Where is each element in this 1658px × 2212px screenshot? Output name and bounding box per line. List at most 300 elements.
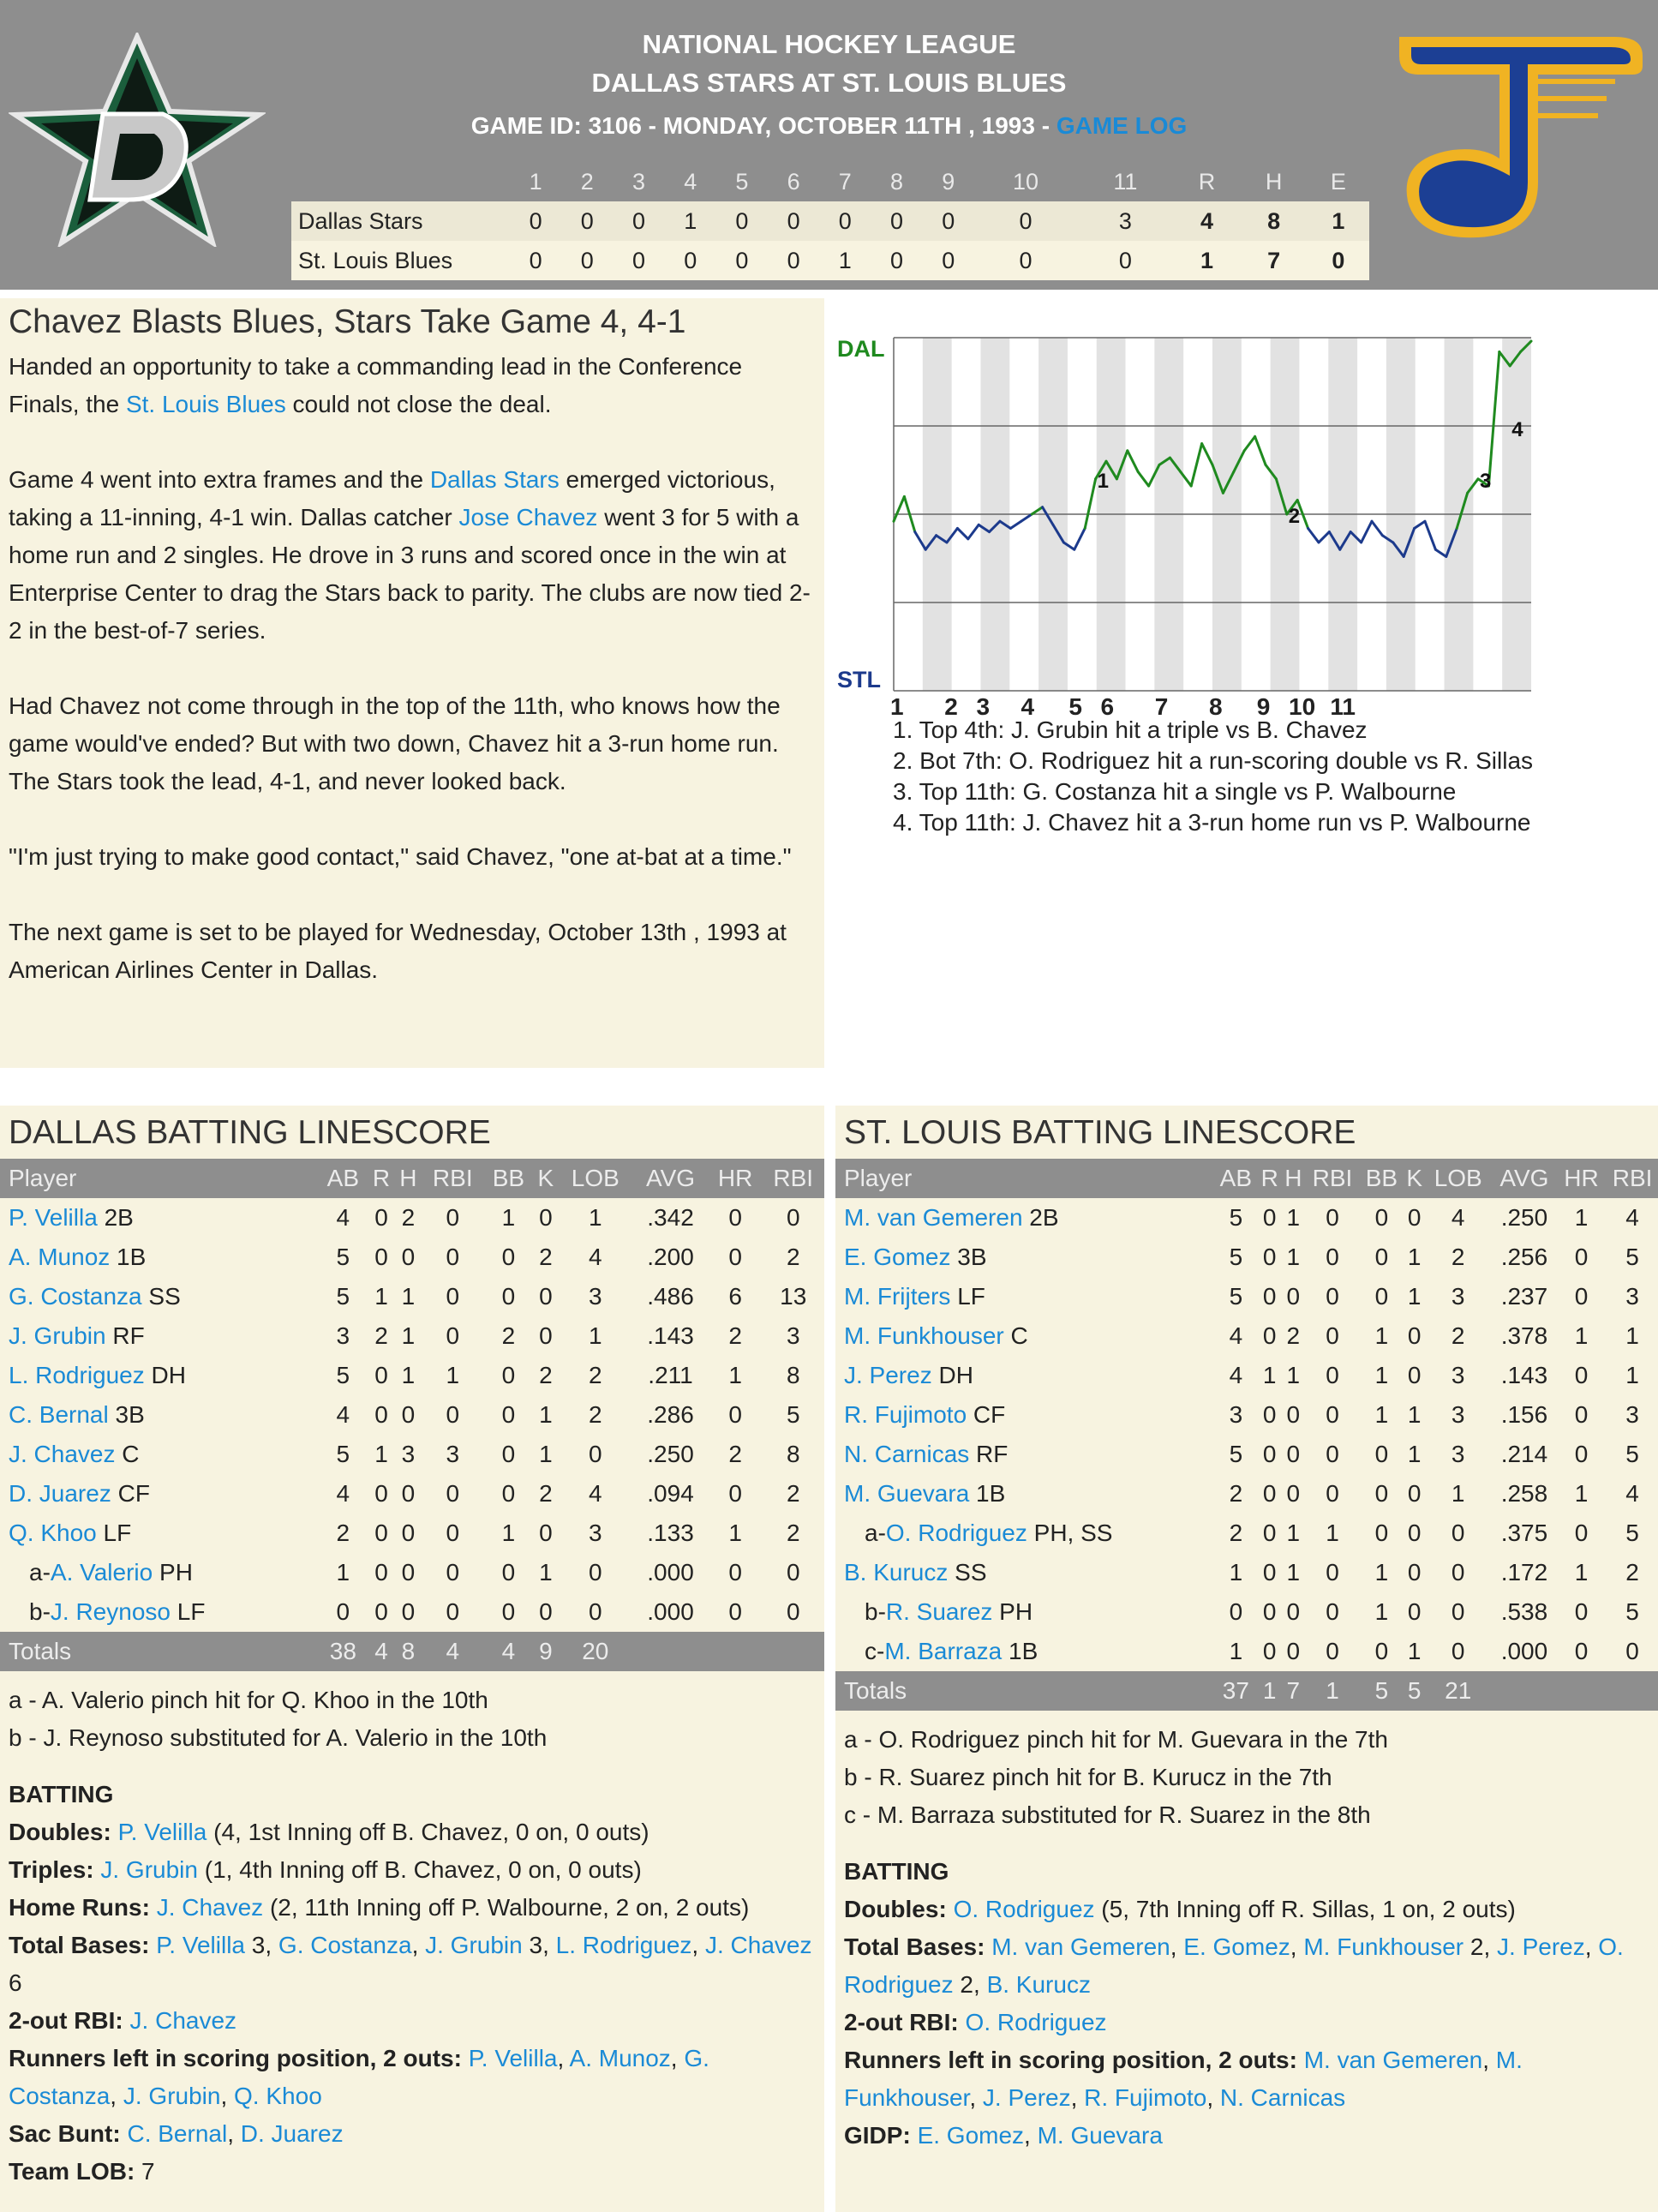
player-link[interactable]: B. Kurucz — [844, 1559, 949, 1586]
stat-cell: 0 — [728, 1204, 742, 1231]
player-link[interactable]: J. Chavez — [704, 1932, 812, 1958]
x-tick-label: 8 — [1209, 693, 1223, 720]
table-row — [0, 1277, 824, 1316]
totals-cell: 38 — [318, 1632, 368, 1671]
stat-cell: 0 — [539, 1283, 553, 1310]
stat-cell: 0 — [728, 1244, 742, 1270]
player-link[interactable]: P. Velilla — [468, 2045, 558, 2071]
stat-cell: 0 — [539, 1204, 553, 1231]
player-link[interactable]: P. Velilla — [156, 1932, 245, 1958]
stat-cell: 0 — [1262, 1244, 1277, 1270]
stat-cell: 1 — [1326, 1520, 1339, 1546]
stat-cell: 3 — [336, 1322, 350, 1349]
linescore-cell: 0 — [529, 247, 542, 273]
x-tick-label: 6 — [1100, 693, 1115, 720]
stat-cell: 0 — [446, 1244, 460, 1270]
player-link[interactable]: P. Velilla — [9, 1204, 98, 1231]
player-cell — [0, 1395, 318, 1435]
stat-cell: .156 — [1500, 1401, 1548, 1428]
stat-cell: 0 — [501, 1559, 516, 1586]
stat-cell: 0 — [589, 1559, 602, 1586]
player-link[interactable]: M. Frijters — [844, 1283, 951, 1310]
win-probability-segment — [1010, 521, 1021, 528]
linescore-column-header: 8 — [871, 162, 922, 201]
player-link[interactable]: M. van Gemeren — [991, 1933, 1170, 1960]
linescore-column-header: 1 — [510, 162, 561, 201]
player-link[interactable]: R. Suarez — [885, 1598, 993, 1625]
player-link[interactable]: J. Perez — [982, 2084, 1071, 2111]
substitution-note: b - J. Reynoso substituted for A. Valerio in the 10th — [9, 1724, 548, 1751]
stat-cell: 0 — [501, 1598, 516, 1625]
totals-cell: 4 — [483, 1632, 533, 1671]
stat-cell: 1 — [589, 1204, 602, 1231]
chart-event: 4. Top 11th: J. Chavez hit a 3-run home run vs P. Walbourne — [893, 809, 1531, 836]
stat-cell: 4 — [1451, 1204, 1465, 1231]
player-link[interactable]: G. Costanza — [278, 1932, 412, 1958]
linescore-cell: 4 — [1200, 207, 1214, 234]
stat-cell: 0 — [1286, 1283, 1301, 1310]
player-position: 1B — [969, 1480, 1006, 1507]
linescore-column-header: 11 — [1077, 162, 1173, 201]
player-link[interactable]: L. Rodriguez — [555, 1932, 692, 1958]
sub-prefix: b- — [865, 1598, 886, 1625]
stat-cell: .250 — [1500, 1204, 1548, 1231]
table-row — [0, 1316, 824, 1356]
stat-cell: 0 — [1374, 1283, 1389, 1310]
stat-label: Total Bases: — [844, 1933, 985, 1960]
stat-cell: 0 — [401, 1480, 416, 1507]
stat-cell: .375 — [1500, 1520, 1548, 1546]
stat-cell: .214 — [1500, 1441, 1548, 1467]
substitution-notes — [835, 1711, 1658, 1834]
table-row — [0, 1592, 824, 1632]
stat-detail: , — [1170, 1933, 1184, 1960]
column-header: AB — [318, 1159, 368, 1198]
stat-cell: 2 — [589, 1362, 602, 1388]
stat-cell: 0 — [374, 1362, 388, 1388]
win-probability-segment — [1362, 521, 1372, 543]
table-row — [0, 1435, 824, 1474]
linescore-cell: 0 — [787, 247, 800, 273]
stat-cell: 0 — [1326, 1244, 1339, 1270]
stat-cell: 0 — [1451, 1598, 1465, 1625]
section-title: DALLAS BATTING LINESCORE — [9, 1114, 491, 1151]
player-link[interactable]: J. Grubin — [425, 1932, 523, 1958]
player-link[interactable]: R. Fujimoto — [844, 1401, 967, 1428]
stat-cell: 5 — [336, 1244, 350, 1270]
team-link-dallas-stars[interactable]: Dallas Stars — [429, 466, 560, 493]
linescore-cell: 0 — [838, 207, 852, 234]
x-tick-label: 1 — [890, 693, 904, 720]
stat-cell: 0 — [1286, 1480, 1301, 1507]
player-link[interactable]: J. Reynoso — [50, 1598, 171, 1625]
sub-prefix: a- — [29, 1559, 51, 1586]
player-link[interactable]: Q. Khoo — [234, 2083, 322, 2109]
table-row — [835, 1277, 1658, 1316]
stat-cell: 5 — [1625, 1441, 1639, 1467]
stat-cell: 3 — [446, 1441, 460, 1467]
column-header: H — [1282, 1159, 1306, 1198]
stat-cell: 0 — [446, 1322, 460, 1349]
stat-cell: 0 — [401, 1559, 416, 1586]
stat-cell: 1 — [728, 1362, 742, 1388]
player-link[interactable]: M. van Gemeren — [844, 1204, 1023, 1231]
stat-cell: 0 — [589, 1598, 602, 1625]
stat-cell: 2 — [539, 1244, 553, 1270]
stat-label: Team LOB: — [9, 2158, 135, 2185]
stat-cell: 0 — [446, 1480, 460, 1507]
stat-cell: .250 — [647, 1441, 694, 1467]
stat-cell: 0 — [501, 1362, 516, 1388]
player-link[interactable]: A. Munoz — [9, 1244, 111, 1270]
stat-cell: 1 — [446, 1362, 460, 1388]
recap-quote: "I'm just trying to make good contact," said Chavez, "one at-bat at a time." — [9, 843, 792, 870]
column-header: LOB — [1425, 1159, 1491, 1198]
x-tick-label: 11 — [1330, 693, 1356, 720]
stat-cell: 0 — [728, 1401, 742, 1428]
stat-cell: 2 — [1229, 1520, 1243, 1546]
linescore-cell: 0 — [580, 207, 594, 234]
game-recap — [0, 298, 824, 1068]
stat-label: 2-out RBI: — [9, 2007, 123, 2034]
player-link[interactable]: M. Funkhouser — [844, 1322, 1004, 1349]
stat-cell: 0 — [1326, 1480, 1339, 1507]
stat-cell: 1 — [539, 1441, 553, 1467]
player-link[interactable]: J. Grubin — [123, 2083, 221, 2109]
risp-line: Runners left in scoring position, 2 outs: M. van Gemeren, M. Funkhouser, J. Perez, R. Fujimoto, N. Carnicas — [844, 2047, 1523, 2111]
stat-cell: 3 — [786, 1322, 800, 1349]
stat-cell: 0 — [1326, 1283, 1339, 1310]
team-link-st-louis-blues[interactable]: St. Louis Blues — [125, 391, 286, 417]
event-marker: 3 — [1480, 469, 1492, 493]
stat-cell: 1 — [539, 1401, 553, 1428]
doubles-line — [9, 1813, 816, 1851]
stat-cell: 4 — [1229, 1322, 1243, 1349]
stat-cell: 3 — [589, 1520, 602, 1546]
player-link[interactable]: C. Bernal — [127, 2120, 228, 2147]
stat-cell: 0 — [1262, 1283, 1277, 1310]
stat-cell: 0 — [336, 1598, 350, 1625]
stat-label: Runners left in scoring position, 2 outs: — [9, 2045, 462, 2071]
batting-details — [0, 1757, 824, 2191]
player-position: C — [1003, 1322, 1028, 1349]
player-link[interactable]: P. Velilla — [117, 1819, 207, 1845]
player-link[interactable]: R. Fujimoto — [1084, 2084, 1207, 2111]
player-link[interactable]: M. Guevara — [844, 1480, 970, 1507]
totals-cell: 37 — [1214, 1671, 1258, 1711]
event-marker: 4 — [1511, 417, 1523, 441]
player-link[interactable]: L. Rodriguez — [9, 1362, 145, 1388]
win-probability-segment — [1488, 351, 1499, 486]
stat-cell: 0 — [401, 1401, 416, 1428]
stat-cell: 2 — [589, 1401, 602, 1428]
player-position: 1B — [110, 1244, 147, 1270]
table-row — [835, 1474, 1658, 1514]
batting-header: BATTING — [9, 1781, 114, 1807]
stat-cell: 0 — [446, 1283, 460, 1310]
player-link[interactable]: C. Bernal — [9, 1401, 109, 1428]
stat-cell: 2 — [539, 1480, 553, 1507]
totals-cell: 9 — [533, 1632, 558, 1671]
linescore-cell: 0 — [529, 207, 542, 234]
win-probability-segment — [1308, 528, 1319, 542]
recap-text: Game 4 went into extra frames and the — [9, 466, 430, 493]
totals-cell: 21 — [1425, 1671, 1491, 1711]
linescore-cell: 0 — [684, 247, 697, 273]
linescore-cell: 1 — [1200, 247, 1214, 273]
linescore-column-header: 7 — [819, 162, 871, 201]
player-cell — [835, 1198, 1214, 1238]
player-position: DH — [144, 1362, 186, 1388]
player-link[interactable]: E. Gomez — [844, 1244, 951, 1270]
game-log-link[interactable]: GAME LOG — [1056, 112, 1188, 139]
stat-cell: 0 — [446, 1204, 460, 1231]
player-link[interactable]: J. Chavez — [129, 2007, 237, 2034]
stat-cell: 5 — [786, 1401, 800, 1428]
stat-cell: 3 — [1451, 1401, 1465, 1428]
player-link[interactable]: M. Barraza — [884, 1638, 1003, 1664]
totals-row — [0, 1632, 824, 1671]
stat-cell: 2 — [1451, 1244, 1465, 1270]
stat-cell: 2 — [786, 1520, 800, 1546]
player-cell — [835, 1632, 1214, 1671]
stat-cell: 6 — [728, 1283, 742, 1310]
stat-cell: 0 — [1374, 1441, 1389, 1467]
stat-cell: 1 — [374, 1283, 388, 1310]
linescore-cell: 0 — [890, 247, 904, 273]
stat-detail: , — [691, 1932, 705, 1958]
stat-cell: 2 — [728, 1441, 742, 1467]
stat-cell: .211 — [648, 1362, 693, 1388]
player-link[interactable]: D. Juarez — [240, 2120, 344, 2147]
player-link[interactable]: J. Perez — [1497, 1933, 1585, 1960]
stat-cell: 2 — [728, 1322, 742, 1349]
player-cell — [835, 1514, 1214, 1553]
stat-cell: 1 — [1625, 1322, 1639, 1349]
player-link[interactable]: O. Rodriguez — [885, 1520, 1027, 1546]
player-link[interactable]: O. Rodriguez — [844, 1933, 1624, 1998]
player-cell — [835, 1238, 1214, 1277]
game-linescore — [291, 162, 1369, 280]
table-row — [0, 1514, 824, 1553]
linescore-column-header: E — [1308, 162, 1369, 201]
linescore-column-header: 3 — [613, 162, 664, 201]
stat-cell: 0 — [786, 1204, 800, 1231]
player-cell — [0, 1474, 318, 1514]
stat-cell: 1 — [401, 1322, 416, 1349]
column-header: Player — [835, 1159, 1214, 1198]
win-probability-segment — [1415, 521, 1425, 528]
stat-detail: (5, 7th Inning off R. Sillas, 1 on, 2 outs) — [1094, 1896, 1516, 1922]
totals-cell: 1 — [1258, 1671, 1282, 1711]
stat-cell: 0 — [1326, 1598, 1339, 1625]
player-link[interactable]: J. Grubin — [100, 1856, 198, 1883]
player-link[interactable]: M. Funkhouser — [1303, 1933, 1464, 1960]
x-tick-label: 2 — [944, 693, 958, 720]
table-row — [0, 1553, 824, 1592]
win-probability-segment — [1244, 436, 1254, 450]
stat-detail: 3, — [245, 1932, 278, 1958]
stat-detail: 6 — [9, 1969, 22, 1996]
player-position: DH — [931, 1362, 973, 1388]
chart-event: 2. Bot 7th: O. Rodriguez hit a run-scoring double vs R. Sillas — [893, 747, 1534, 774]
player-link[interactable]: G. Costanza — [9, 2045, 709, 2109]
team-lob-line — [9, 2153, 816, 2191]
recap-text: went 3 for 5 with a home run and 2 singles. He drove in 3 runs and scored once in the win at Enterprise Center to drag the Stars back to parity. The clubs are now tied 2-2 in the best-of-7 series. — [9, 504, 811, 644]
stat-cell: 4 — [336, 1480, 350, 1507]
column-header: RBI — [1605, 1159, 1658, 1198]
player-link[interactable]: M. Funkhouser — [844, 2047, 1523, 2111]
stat-detail: (1, 4th Inning off B. Chavez, 0 on, 0 outs) — [197, 1856, 642, 1883]
player-link[interactable]: G. Costanza — [9, 1283, 142, 1310]
totals-cell: 7 — [1282, 1671, 1306, 1711]
stat-cell: 8 — [786, 1362, 800, 1388]
sub-prefix: b- — [29, 1598, 51, 1625]
linescore-cell: 0 — [631, 207, 646, 234]
player-position: SS — [948, 1559, 987, 1586]
home-runs-line — [9, 1889, 816, 1927]
dallas-batting-section — [0, 1106, 824, 2212]
stat-cell: 3 — [1625, 1283, 1639, 1310]
stat-cell: 0 — [1262, 1638, 1277, 1664]
linescore-cell: 0 — [1118, 247, 1132, 273]
stat-cell: 0 — [1262, 1520, 1277, 1546]
table-row — [0, 1474, 824, 1514]
player-link[interactable]: O. Rodriguez — [965, 2009, 1107, 2035]
st-louis-blues-note-logo — [1392, 30, 1649, 249]
stat-cell: 2 — [539, 1362, 553, 1388]
stat-cell: 0 — [401, 1520, 416, 1546]
stat-cell: 0 — [539, 1520, 553, 1546]
player-cell — [0, 1356, 318, 1395]
player-link[interactable]: N. Carnicas — [844, 1441, 970, 1467]
player-link[interactable]: E. Gomez — [1183, 1933, 1290, 1960]
player-link[interactable]: J. Chavez — [9, 1441, 116, 1467]
player-link[interactable]: J. Grubin — [9, 1322, 106, 1349]
stat-detail: (4, 1st Inning off B. Chavez, 0 on, 0 outs) — [207, 1819, 649, 1845]
stat-cell: 5 — [1229, 1204, 1243, 1231]
stat-cell: 0 — [374, 1480, 388, 1507]
player-cell — [835, 1592, 1214, 1632]
stat-cell: 0 — [1286, 1638, 1301, 1664]
stat-cell: 1 — [1574, 1559, 1589, 1586]
totals-cell: 20 — [558, 1632, 632, 1671]
player-cell — [0, 1435, 318, 1474]
player-position: 1B — [1002, 1638, 1038, 1664]
stat-cell: 1 — [1574, 1480, 1589, 1507]
player-cell — [0, 1238, 318, 1277]
player-link[interactable]: O. Rodriguez — [953, 1896, 1095, 1922]
recap-title: Chavez Blasts Blues, Stars Take Game 4, 4-1 — [9, 303, 686, 340]
stat-cell: .258 — [1500, 1480, 1548, 1507]
stat-cell: 2 — [374, 1322, 388, 1349]
player-link[interactable]: J. Chavez — [156, 1894, 264, 1921]
stat-cell: 1 — [1374, 1401, 1389, 1428]
stat-cell: 0 — [589, 1441, 602, 1467]
player-position: PH, SS — [1027, 1520, 1113, 1546]
section-title: ST. LOUIS BATTING LINESCORE — [844, 1114, 1356, 1151]
batting-header: BATTING — [844, 1858, 949, 1885]
player-link[interactable]: E. Gomez — [917, 2122, 1025, 2149]
player-link[interactable]: Q. Khoo — [9, 1520, 97, 1546]
table-row — [835, 1435, 1658, 1474]
player-link[interactable]: B. Kurucz — [986, 1971, 1091, 1998]
stat-label: Doubles: — [844, 1896, 947, 1922]
stat-cell: 1 — [374, 1441, 388, 1467]
table-row — [835, 1198, 1658, 1238]
linescore-cell: 0 — [787, 207, 800, 234]
linescore-row — [291, 241, 1369, 280]
stat-cell: 5 — [1229, 1244, 1243, 1270]
stat-cell: 0 — [786, 1559, 800, 1586]
player-link[interactable]: J. Perez — [844, 1362, 932, 1388]
stat-detail: 7 — [135, 2158, 155, 2185]
stat-cell: 4 — [589, 1244, 602, 1270]
stat-cell: .486 — [647, 1283, 694, 1310]
substitution-notes — [0, 1671, 824, 1757]
stat-cell: 3 — [1451, 1441, 1465, 1467]
player-link[interactable]: M. van Gemeren — [1303, 2047, 1483, 2073]
stat-cell: 0 — [1574, 1441, 1589, 1467]
linescore-cell: 0 — [890, 207, 904, 234]
stat-detail: , — [1290, 1933, 1304, 1960]
totals-cell: 4 — [422, 1632, 483, 1671]
totals-cell: 4 — [368, 1632, 394, 1671]
player-cell — [0, 1316, 318, 1356]
player-link[interactable]: D. Juarez — [9, 1480, 111, 1507]
stat-cell: .286 — [647, 1401, 694, 1428]
stat-cell: 0 — [1574, 1244, 1589, 1270]
table-row — [0, 1238, 824, 1277]
player-link[interactable]: N. Carnicas — [1219, 2084, 1346, 2111]
linescore-column-header: 6 — [768, 162, 819, 201]
player-position: 3B — [108, 1401, 145, 1428]
recap-text: Handed an opportunity to take a commanding lead in the Conference Finals, the — [9, 353, 743, 417]
chart-bottom-label: STL — [837, 667, 881, 692]
column-header: R — [1258, 1159, 1282, 1198]
stat-cell: 1 — [1407, 1441, 1422, 1467]
player-position: SS — [141, 1283, 181, 1310]
player-cell — [835, 1277, 1214, 1316]
column-header: HR — [1558, 1159, 1605, 1198]
stat-cell: 1 — [1625, 1362, 1639, 1388]
player-link[interactable]: M. Guevara — [1037, 2122, 1163, 2149]
player-link[interactable]: A. Valerio — [50, 1559, 153, 1586]
stat-cell: 2 — [786, 1480, 800, 1507]
player-link-jose-chavez[interactable]: Jose Chavez — [458, 504, 598, 531]
stat-cell: 0 — [1326, 1441, 1339, 1467]
linescore-column-header: 10 — [974, 162, 1077, 201]
column-header: BB — [1360, 1159, 1404, 1198]
totals-cell — [709, 1632, 763, 1671]
stat-cell: 2 — [401, 1204, 416, 1231]
chart-top-label: DAL — [837, 336, 885, 362]
x-tick-label: 9 — [1256, 693, 1271, 720]
recap-text: could not close the deal. — [285, 391, 552, 417]
player-link[interactable]: A. Munoz — [569, 2045, 671, 2071]
stat-cell: 0 — [401, 1244, 416, 1270]
stat-cell: 1 — [728, 1520, 742, 1546]
stat-cell: 0 — [1451, 1520, 1465, 1546]
stat-cell: 1 — [336, 1559, 350, 1586]
stat-cell: 0 — [1262, 1204, 1277, 1231]
stat-cell: 1 — [501, 1204, 516, 1231]
stat-cell: 1 — [1286, 1244, 1301, 1270]
stat-cell: 0 — [1262, 1598, 1277, 1625]
player-cell — [835, 1474, 1214, 1514]
win-probability-segment — [1319, 532, 1329, 543]
table-row — [0, 1395, 824, 1435]
